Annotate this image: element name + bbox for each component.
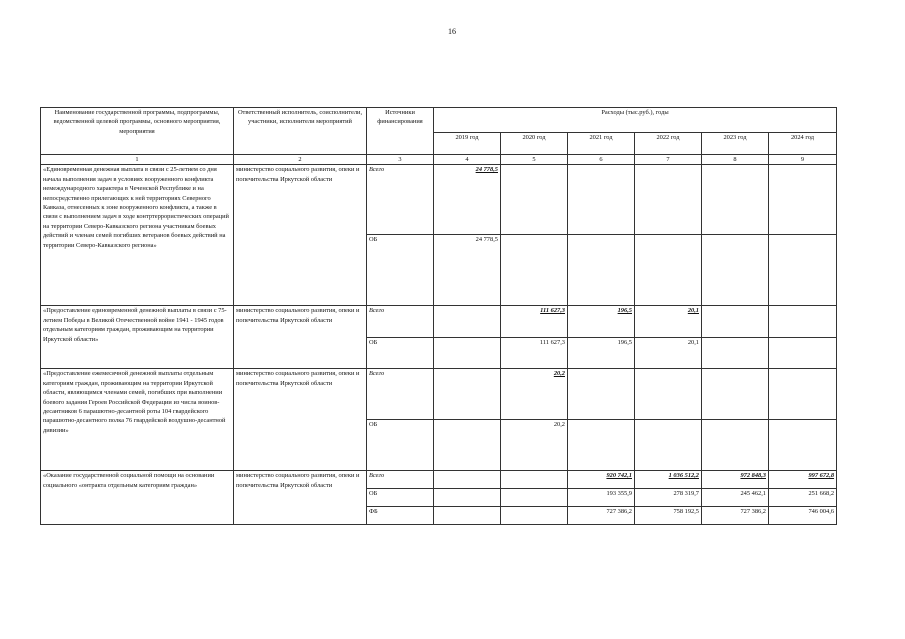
value-cell: 1 036 512,2: [635, 471, 702, 489]
header-year-2019: 2019 год: [434, 133, 501, 155]
source-label: Всего: [367, 306, 434, 338]
header-expenses: Расходы (тыс.руб.), годы: [434, 108, 837, 133]
value-cell: 20,1: [635, 338, 702, 369]
value-cell: [501, 489, 568, 507]
column-number: 7: [635, 155, 702, 165]
budget-table: [40, 107, 837, 525]
measure-name: «Единовременная денежная выплата в связи с 25-летием со дня начала выполнения задач в условиях вооруженного конфликта немеждународного характера в Чеченской Республике и на непосредственно прилегающих к ней территориях Северного Кавказа, отнесенных к зоне вооруженного конфликта, а также в связи с выполнением задач в ходе контртеррористических операций на территории Северо-Кавказского региона участникам боевых действий и членам семей погибших ветеранов боевых действий на территории Северо-Кавказского региона»: [41, 165, 234, 306]
value-cell: [635, 369, 702, 420]
measure-name: «Предоставление единовременной денежной выплаты в связи с 75-летием Победы в Великой Отечественной войне 1941 - 1945 годов отдельным категориям граждан, проживающим на территории Иркутской области»: [41, 306, 234, 369]
value-cell: [568, 420, 635, 471]
value-cell: [702, 369, 769, 420]
value-cell: [635, 235, 702, 306]
table-row: [41, 306, 837, 338]
value-cell: 20,1: [635, 306, 702, 338]
source-label: ОБ: [367, 420, 434, 471]
value-cell: [635, 420, 702, 471]
value-cell: [769, 338, 837, 369]
column-number: 5: [501, 155, 568, 165]
value-cell: 196,5: [568, 338, 635, 369]
value-cell: [434, 489, 501, 507]
header-name: Наименование государственной программы, подпрограммы, ведомственной целевой программы, основного мероприятия, мероприятия: [41, 108, 234, 155]
measure-executor: министерство социального развития, опеки и попечительства Иркутской области: [234, 471, 367, 525]
column-number: 9: [769, 155, 837, 165]
header-year-2021: 2021 год: [568, 133, 635, 155]
measure-executor: министерство социального развития, опеки и попечительства Иркутской области: [234, 165, 367, 306]
value-cell: [702, 165, 769, 235]
source-label: ОБ: [367, 235, 434, 306]
value-cell: 746 004,6: [769, 507, 837, 525]
value-cell: [434, 507, 501, 525]
value-cell: 24 778,5: [434, 165, 501, 235]
value-cell: 727 386,2: [568, 507, 635, 525]
value-cell: 193 355,9: [568, 489, 635, 507]
source-label: ФБ: [367, 507, 434, 525]
value-cell: 196,5: [568, 306, 635, 338]
value-cell: 20,2: [501, 420, 568, 471]
value-cell: 278 319,7: [635, 489, 702, 507]
value-cell: [434, 471, 501, 489]
value-cell: [501, 507, 568, 525]
value-cell: [635, 165, 702, 235]
value-cell: [769, 306, 837, 338]
value-cell: 20,2: [501, 369, 568, 420]
measure-executor: министерство социального развития, опеки и попечительства Иркутской области: [234, 306, 367, 369]
value-cell: 997 672,8: [769, 471, 837, 489]
source-label: Всего: [367, 471, 434, 489]
value-cell: [702, 306, 769, 338]
column-number: 1: [41, 155, 234, 165]
value-cell: [702, 338, 769, 369]
value-cell: [769, 369, 837, 420]
value-cell: 758 192,5: [635, 507, 702, 525]
value-cell: [434, 420, 501, 471]
header-year-2024: 2024 год: [769, 133, 837, 155]
value-cell: [769, 165, 837, 235]
header-year-2020: 2020 год: [501, 133, 568, 155]
value-cell: 972 848,3: [702, 471, 769, 489]
value-cell: [434, 338, 501, 369]
table-row: [41, 471, 837, 489]
value-cell: [702, 235, 769, 306]
value-cell: [769, 420, 837, 471]
value-cell: 111 627,3: [501, 338, 568, 369]
value-cell: [769, 235, 837, 306]
measure-name: «Предоставление ежемесячной денежной выплаты отдельным категориям граждан, проживающим на территории Иркутской области, являющимся членами семей, погибших при выполнении боевого задания Героев Российской Федерации из числа воинов-десантников 6 парашютно-десантной роты 104 гвардейского парашютно-десантного полка 76 гвардейской воздушно-десантной дивизии»: [41, 369, 234, 471]
column-numbers-row: [41, 155, 837, 165]
value-cell: [434, 306, 501, 338]
measure-executor: министерство социального развития, опеки и попечительства Иркутской области: [234, 369, 367, 471]
value-cell: 727 386,2: [702, 507, 769, 525]
value-cell: 24 778,5: [434, 235, 501, 306]
measure-name: «Оказание государственной социальной помощи на основании социального «онтракта отдельным категориям граждан»: [41, 471, 234, 525]
value-cell: [501, 471, 568, 489]
value-cell: 111 627,3: [501, 306, 568, 338]
column-number: 3: [367, 155, 434, 165]
value-cell: [501, 235, 568, 306]
value-cell: [568, 369, 635, 420]
value-cell: 251 668,2: [769, 489, 837, 507]
table-row: [41, 369, 837, 420]
value-cell: [568, 165, 635, 235]
value-cell: [568, 235, 635, 306]
column-number: 2: [234, 155, 367, 165]
header-year-2022: 2022 год: [635, 133, 702, 155]
page-number: 16: [448, 27, 456, 36]
source-label: Всего: [367, 165, 434, 235]
header-year-2023: 2023 год: [702, 133, 769, 155]
header-executor: Ответственный исполнитель, соисполнители, участники, исполнители мероприятий: [234, 108, 367, 155]
value-cell: 245 462,1: [702, 489, 769, 507]
column-number: 6: [568, 155, 635, 165]
column-number: 4: [434, 155, 501, 165]
source-label: Всего: [367, 369, 434, 420]
value-cell: [434, 369, 501, 420]
source-label: ОБ: [367, 338, 434, 369]
source-label: ОБ: [367, 489, 434, 507]
header-source: Источники финансирования: [367, 108, 434, 155]
value-cell: [702, 420, 769, 471]
value-cell: [501, 165, 568, 235]
table-row: [41, 165, 837, 235]
value-cell: 920 742,1: [568, 471, 635, 489]
column-number: 8: [702, 155, 769, 165]
